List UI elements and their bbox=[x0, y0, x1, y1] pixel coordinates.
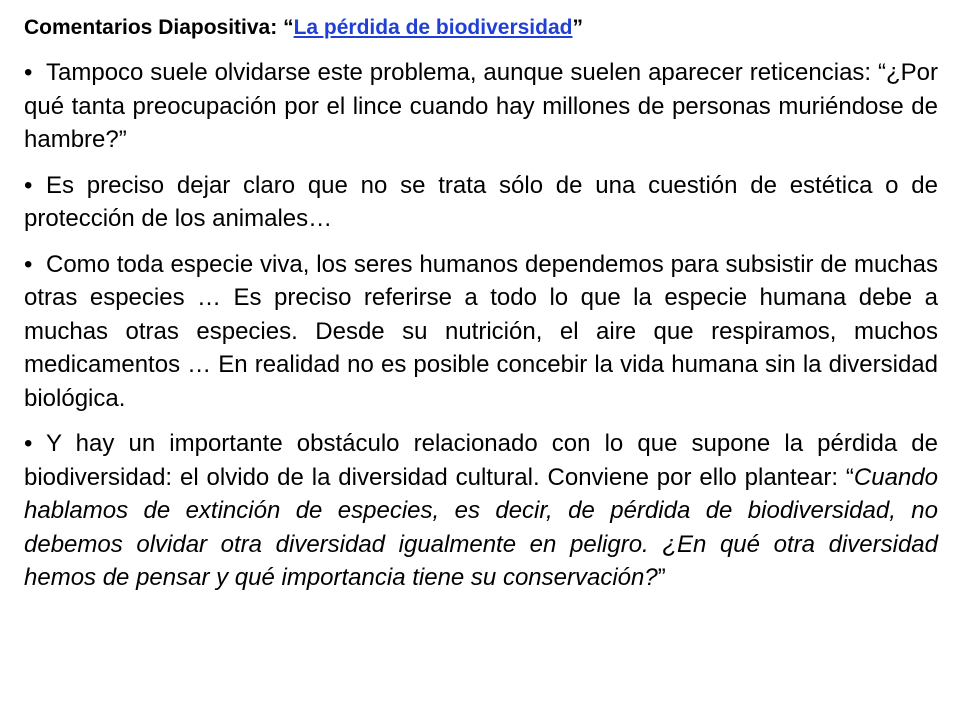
bullet-italic-text: Cuando hablamos de extinción de especies, es decir, de pérdida de biodiversidad, no debemos olvidar otra diversidad igualmente en peligro. ¿En qué otra diversidad hemos de pensar y qué importancia tiene su conservación? bbox=[24, 463, 938, 591]
slide bbox=[24, 14, 938, 607]
bullet-dot-icon: • bbox=[24, 250, 33, 278]
bullet-dot-icon: • bbox=[24, 430, 33, 457]
bullet-item-1 bbox=[24, 56, 938, 157]
bullet-end-quote: ” bbox=[657, 564, 666, 591]
bullet-item-4 bbox=[24, 427, 938, 595]
bullet-item-2 bbox=[24, 169, 938, 236]
bullet-text: Tampoco suele olvidarse este problema, aunque suelen aparecer reticencias: “¿Por qué tanta preocupación por el lince cuando hay millones de personas muriéndose de hambre?” bbox=[24, 59, 938, 153]
bullet-text: Y hay un importante obstáculo relacionado con lo que supone la pérdida de biodiversidad: el olvido de la diversidad cultural. Conviene por ello plantear: “ bbox=[24, 430, 938, 491]
bullet-list bbox=[24, 56, 938, 595]
title-prefix: Comentarios Diapositiva: bbox=[24, 16, 284, 39]
bullet-dot-icon: • bbox=[24, 171, 33, 199]
slide-link[interactable]: La pérdida de biodiversidad bbox=[293, 16, 573, 39]
bullet-item-3 bbox=[24, 248, 938, 416]
bullet-text: Es preciso dejar claro que no se trata sólo de una cuestión de estética o de protección de los animales… bbox=[24, 171, 938, 232]
slide-title bbox=[24, 14, 938, 42]
bullet-dot-icon: • bbox=[24, 59, 33, 86]
title-close-quote: ” bbox=[572, 16, 583, 39]
bullet-text: Como toda especie viva, los seres humanos dependemos para subsistir de muchas otras especies … Es preciso referirse a todo lo que la especie humana debe a muchas otras especies. Desde su nutrición, el aire que respiramos, muchos medicamentos … En realidad no es posible concebir la vida humana sin la diversidad biológica. bbox=[24, 250, 938, 412]
title-open-quote: “ bbox=[283, 16, 294, 39]
